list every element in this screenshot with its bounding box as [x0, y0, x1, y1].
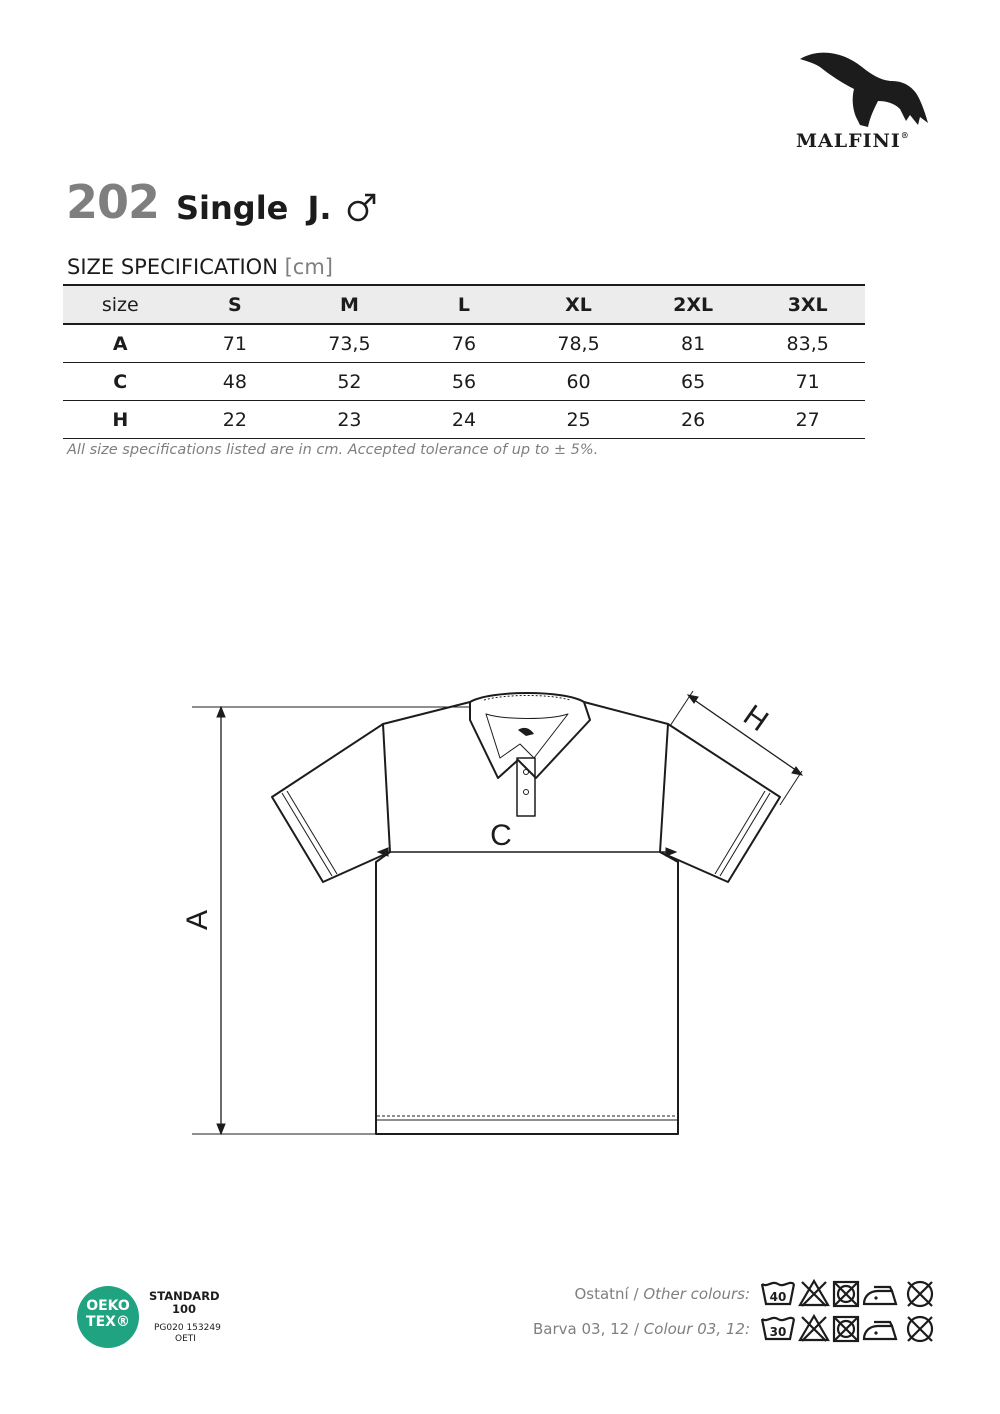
no-bleach-icon [800, 1316, 828, 1341]
table-cell: 76 [407, 324, 522, 363]
shirt-body-outline [376, 702, 678, 1134]
care-row2-label: Barva 03, 12 / Colour 03, 12: [533, 1320, 750, 1338]
no-bleach-icon [800, 1281, 828, 1306]
table-cell: 25 [521, 401, 636, 439]
table-cell: 73,5 [292, 324, 407, 363]
no-tumble-dry-icon [834, 1282, 858, 1306]
table-row [63, 324, 865, 363]
table-cell: 60 [521, 363, 636, 401]
no-dry-clean-icon [908, 1282, 932, 1306]
column-header: L [407, 285, 522, 324]
table-cell: 78,5 [521, 324, 636, 363]
brand-name: MALFINI® [796, 130, 910, 152]
right-sleeve-outline [660, 724, 780, 882]
wash-temp-row1: 40 [769, 1290, 787, 1304]
column-header: size [63, 285, 178, 324]
oeko-code: PG020 153249 [154, 1323, 221, 1333]
care-row1-label: Ostatní / Other colours: [574, 1285, 750, 1303]
table-cell: 65 [636, 363, 751, 401]
left-sleeve-outline [272, 724, 390, 882]
spec-heading: SIZE SPECIFICATION [cm] [67, 255, 333, 279]
table-cell: 27 [750, 401, 865, 439]
no-dry-clean-icon [908, 1317, 932, 1341]
eagle-logo-icon [790, 45, 950, 130]
oeko-badge-line1: OEKO [86, 1298, 130, 1314]
table-header-row [63, 285, 865, 324]
label-c: C [490, 819, 512, 852]
table-cell: 56 [407, 363, 522, 401]
polo-shirt-diagram [0, 640, 1000, 1160]
oeko-standard: STANDARD [149, 1289, 220, 1303]
table-row [63, 363, 865, 401]
oeko-tex-badge [77, 1286, 139, 1348]
label-a: A [181, 909, 214, 931]
oeko-standard-number: 100 [172, 1302, 197, 1316]
no-tumble-dry-icon [834, 1317, 858, 1341]
table-cell: 71 [178, 324, 293, 363]
product-name: Single J. [176, 189, 332, 227]
iron-icon [864, 1322, 896, 1339]
column-header: M [292, 285, 407, 324]
table-cell: 24 [407, 401, 522, 439]
table-cell: 23 [292, 401, 407, 439]
size-table [63, 284, 865, 439]
oeko-badge-line2: TEX® [86, 1314, 130, 1330]
care-symbols-row1 [760, 1278, 942, 1310]
column-header: S [178, 285, 293, 324]
care-symbols-row2 [760, 1313, 942, 1345]
table-row [63, 401, 865, 439]
iron-icon [864, 1287, 896, 1304]
column-header: XL [521, 285, 636, 324]
row-label: H [63, 401, 178, 439]
table-cell: 83,5 [750, 324, 865, 363]
product-number: 202 [66, 175, 160, 229]
table-cell: 22 [178, 401, 293, 439]
column-header: 3XL [750, 285, 865, 324]
row-label: A [63, 324, 178, 363]
column-header: 2XL [636, 285, 751, 324]
label-h: H [737, 698, 775, 739]
table-cell: 71 [750, 363, 865, 401]
table-cell: 26 [636, 401, 751, 439]
table-cell: 48 [178, 363, 293, 401]
table-cell: 81 [636, 324, 751, 363]
tolerance-note: All size specifications listed are in cm. Accepted tolerance of up to ± 5%. [67, 442, 599, 458]
row-label: C [63, 363, 178, 401]
oeko-org: OETI [175, 1334, 196, 1344]
wash-temp-row2: 30 [769, 1325, 787, 1339]
male-symbol-icon [345, 190, 379, 224]
table-cell: 52 [292, 363, 407, 401]
collar-outline [470, 693, 590, 778]
